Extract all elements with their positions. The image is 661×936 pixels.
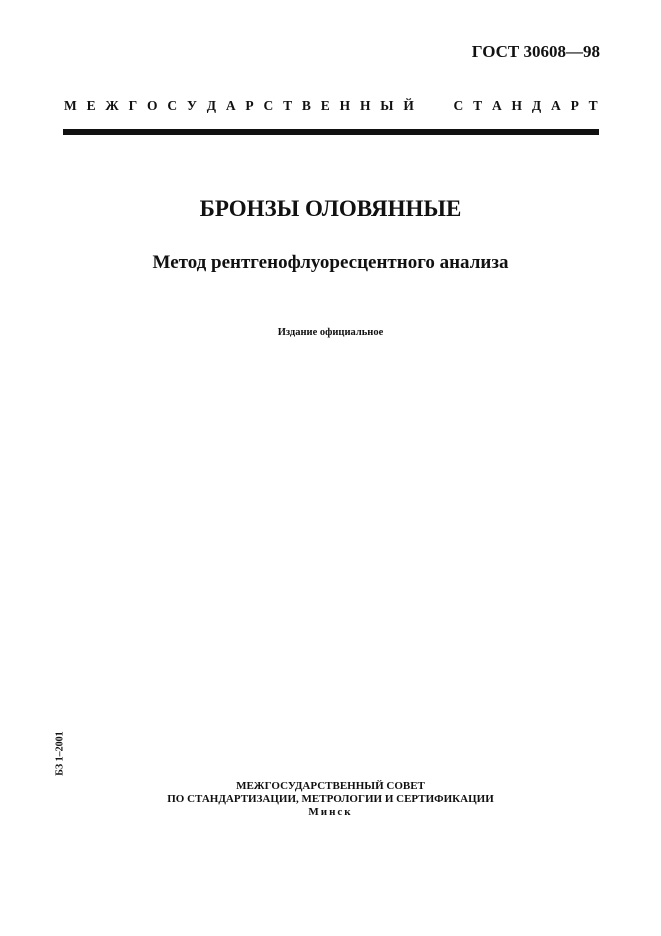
banner-letter: С — [167, 98, 178, 113]
banner-letter: У — [186, 98, 197, 113]
banner-letter: А — [491, 98, 502, 113]
banner-letter: Н — [339, 98, 351, 113]
banner-letter: О — [147, 98, 158, 113]
banner-letter: Й — [403, 98, 414, 113]
banner-word-gap — [424, 98, 444, 114]
document-code: ГОСТ 30608—98 — [471, 42, 600, 61]
banner-letter: Т — [588, 98, 598, 113]
publisher-city: Минск — [308, 806, 353, 818]
document-subtitle: Метод рентгенофлуоресцентного анализа — [152, 252, 509, 273]
banner-letter: Е — [86, 98, 96, 113]
banner-letter: А — [225, 98, 236, 113]
banner-letter: А — [551, 98, 561, 113]
publisher-line-1: МЕЖГОСУДАРСТВЕННЫЙ СОВЕТ — [236, 780, 425, 792]
banner-letter: В — [301, 98, 311, 113]
banner-letter: Р — [570, 98, 579, 113]
banner-letter: Т — [473, 98, 483, 113]
banner-letter: М — [64, 98, 77, 113]
document-title: БРОНЗЫ ОЛОВЯННЫЕ — [199, 196, 462, 221]
publisher-block — [0, 780, 661, 819]
banner-letter: Н — [511, 98, 523, 113]
banner-letter: С — [263, 98, 274, 113]
side-catalog-note: БЗ 1–2001 — [54, 731, 66, 776]
banner-letter: Г — [128, 98, 138, 113]
banner-letter: Р — [245, 98, 254, 113]
banner-letter: Д — [531, 98, 542, 113]
banner-letter: Ж — [105, 98, 119, 113]
header-rule — [63, 129, 599, 135]
banner-letter: Е — [320, 98, 330, 113]
banner-letter: Ы — [380, 98, 394, 113]
publisher-line-2: ПО СТАНДАРТИЗАЦИИ, МЕТРОЛОГИИ И СЕРТИФИКАЦИИ — [167, 793, 494, 805]
banner-letter: Н — [359, 98, 371, 113]
banner-letter: Д — [206, 98, 216, 113]
banner-letter: Т — [283, 98, 293, 113]
edition-note: Издание официальное — [277, 327, 384, 338]
banner-letter: С — [453, 98, 464, 113]
standard-banner — [64, 98, 598, 114]
